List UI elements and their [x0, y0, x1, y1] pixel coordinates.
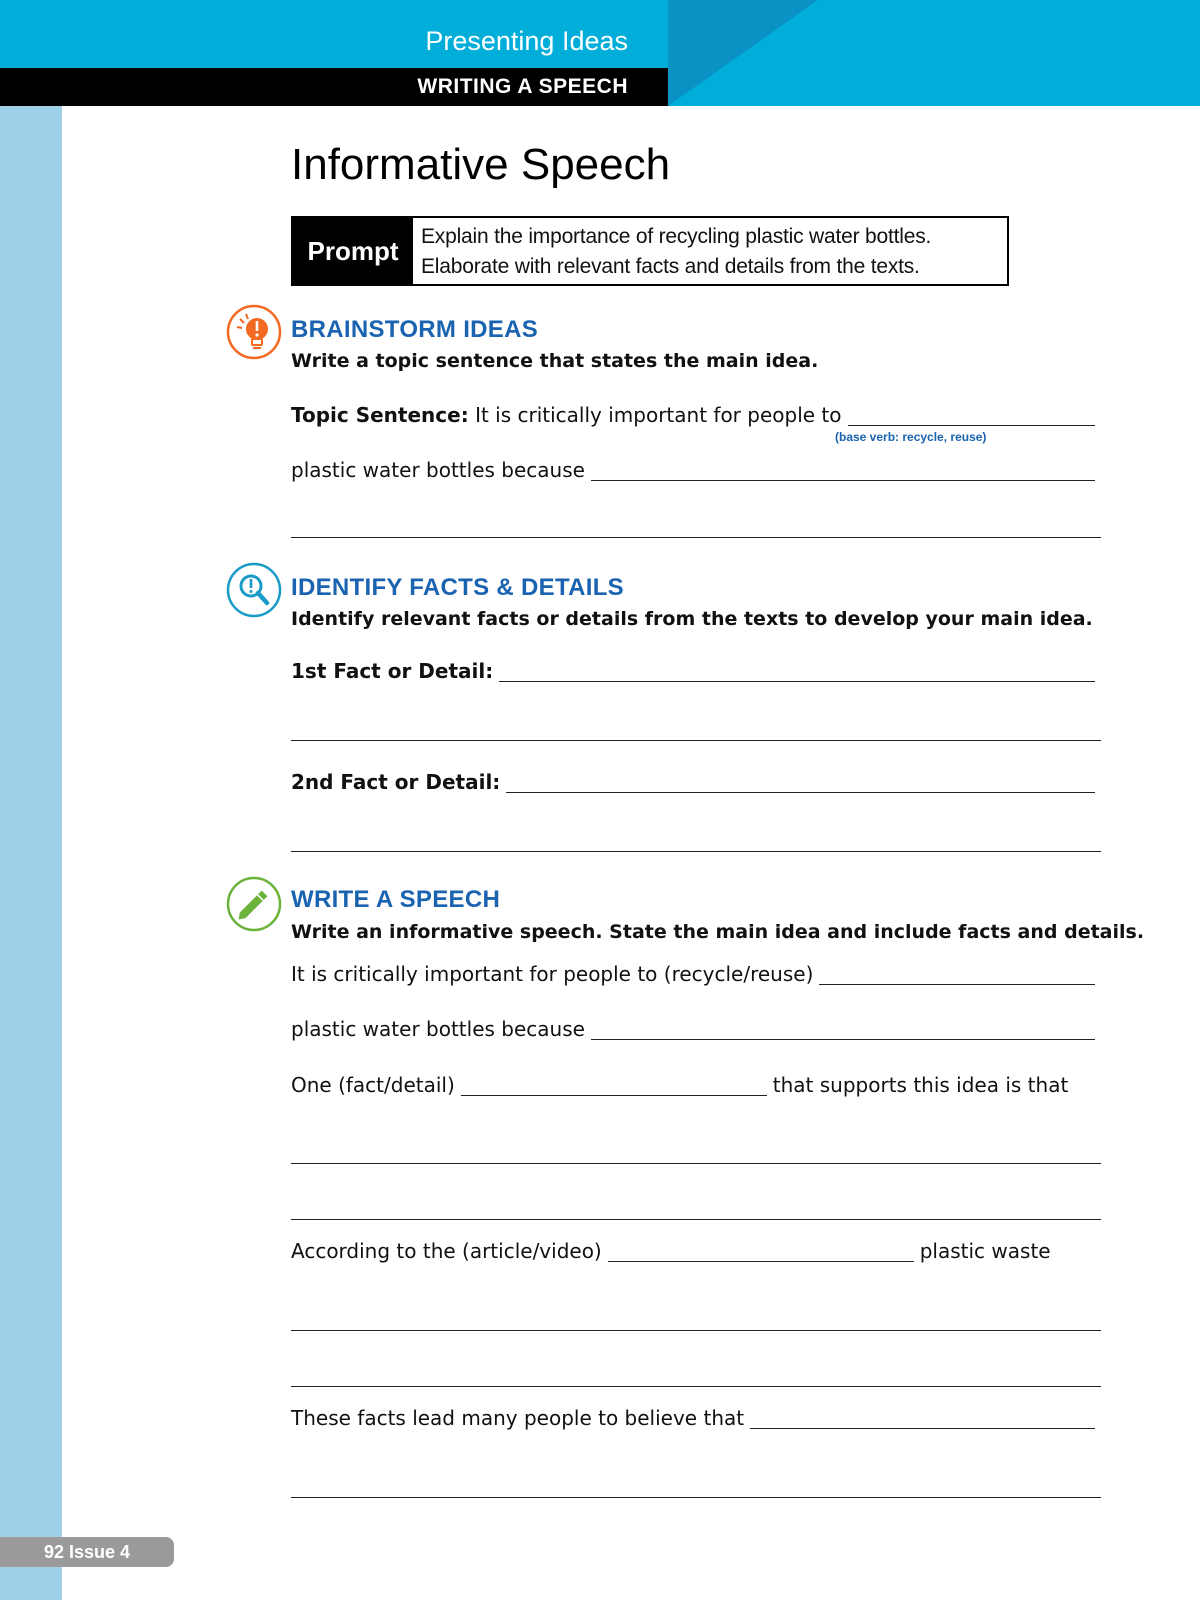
write-line3-end: that supports this idea is that [772, 1073, 1069, 1097]
fact1-row [291, 652, 1101, 686]
write-extra-line-5[interactable] [291, 1497, 1101, 1498]
brainstorm-because-text: plastic water bottles because [291, 458, 585, 482]
brainstorm-title: BRAINSTORM IDEAS [291, 316, 539, 343]
write-line3-start: One (fact/detail) [291, 1073, 455, 1097]
header-subtitle: WRITING A SPEECH [0, 68, 668, 106]
write-extra-line-1[interactable] [291, 1163, 1101, 1164]
header-band [0, 0, 1200, 106]
prompt-box [291, 216, 1009, 286]
write-line4-end: plastic waste [919, 1239, 1051, 1263]
fact1-blank[interactable] [499, 681, 1095, 682]
write-line2-row [291, 1010, 1101, 1044]
write-extra-line-2[interactable] [291, 1219, 1101, 1220]
write-line5-row [291, 1399, 1101, 1433]
write-extra-line-4[interactable] [291, 1386, 1101, 1387]
write-line1-text: It is critically important for people to (recycle/reuse) [291, 962, 814, 986]
write-line1-row [291, 955, 1101, 989]
left-margin-bar [0, 106, 62, 1600]
write-line4-row [291, 1232, 1101, 1266]
topic-sentence-text: It is critically important for people to [475, 403, 842, 427]
header-title: Presenting Ideas [425, 26, 628, 56]
write-line2-text: plastic water bottles because [291, 1017, 585, 1041]
page-title: Informative Speech [291, 140, 671, 189]
write-line1-blank[interactable] [819, 984, 1095, 985]
page-number-tab: 92 Issue 4 [0, 1537, 174, 1567]
prompt-label: Prompt [293, 218, 413, 284]
brainstorm-extra-line[interactable] [291, 537, 1101, 538]
write-instruction: Write an informative speech. State the main idea and include facts and details. [291, 921, 1145, 943]
pencil-icon [226, 876, 282, 932]
write-source-blank[interactable] [608, 1261, 914, 1262]
lightbulb-icon [226, 304, 282, 360]
topic-sentence-label: Topic Sentence: [291, 403, 469, 427]
write-title: WRITE A SPEECH [291, 886, 501, 913]
brainstorm-because-blank[interactable] [591, 480, 1095, 481]
write-line5-blank[interactable] [750, 1428, 1095, 1429]
prompt-line-1: Explain the importance of recycling plastic water bottles. [421, 225, 932, 248]
brainstorm-because-row [291, 451, 1101, 485]
write-fact-blank[interactable] [461, 1095, 767, 1096]
identify-title: IDENTIFY FACTS & DETAILS [291, 574, 624, 601]
write-extra-line-3[interactable] [291, 1330, 1101, 1331]
fact1-label: 1st Fact or Detail: [291, 659, 494, 683]
identify-instruction: Identify relevant facts or details from the texts to develop your main idea. [291, 608, 1093, 630]
fact2-extra-line[interactable] [291, 851, 1101, 852]
write-line2-blank[interactable] [591, 1039, 1095, 1040]
prompt-line-2: Elaborate with relevant facts and details from the texts. [421, 255, 920, 278]
topic-sentence-row [291, 396, 1101, 430]
brainstorm-instruction: Write a topic sentence that states the main idea. [291, 350, 819, 372]
topic-sentence-blank[interactable] [848, 425, 1096, 426]
magnifier-icon [226, 562, 282, 618]
prompt-text [413, 218, 939, 284]
header-decoration [668, 0, 818, 106]
fact2-blank[interactable] [506, 792, 1095, 793]
base-verb-hint: (base verb: recycle, reuse) [835, 430, 987, 444]
write-line4-start: According to the (article/video) [291, 1239, 602, 1263]
write-line5-text: These facts lead many people to believe that [291, 1406, 745, 1430]
fact2-row [291, 763, 1101, 797]
fact1-extra-line[interactable] [291, 740, 1101, 741]
write-line3-row [291, 1066, 1101, 1100]
fact2-label: 2nd Fact or Detail: [291, 770, 501, 794]
